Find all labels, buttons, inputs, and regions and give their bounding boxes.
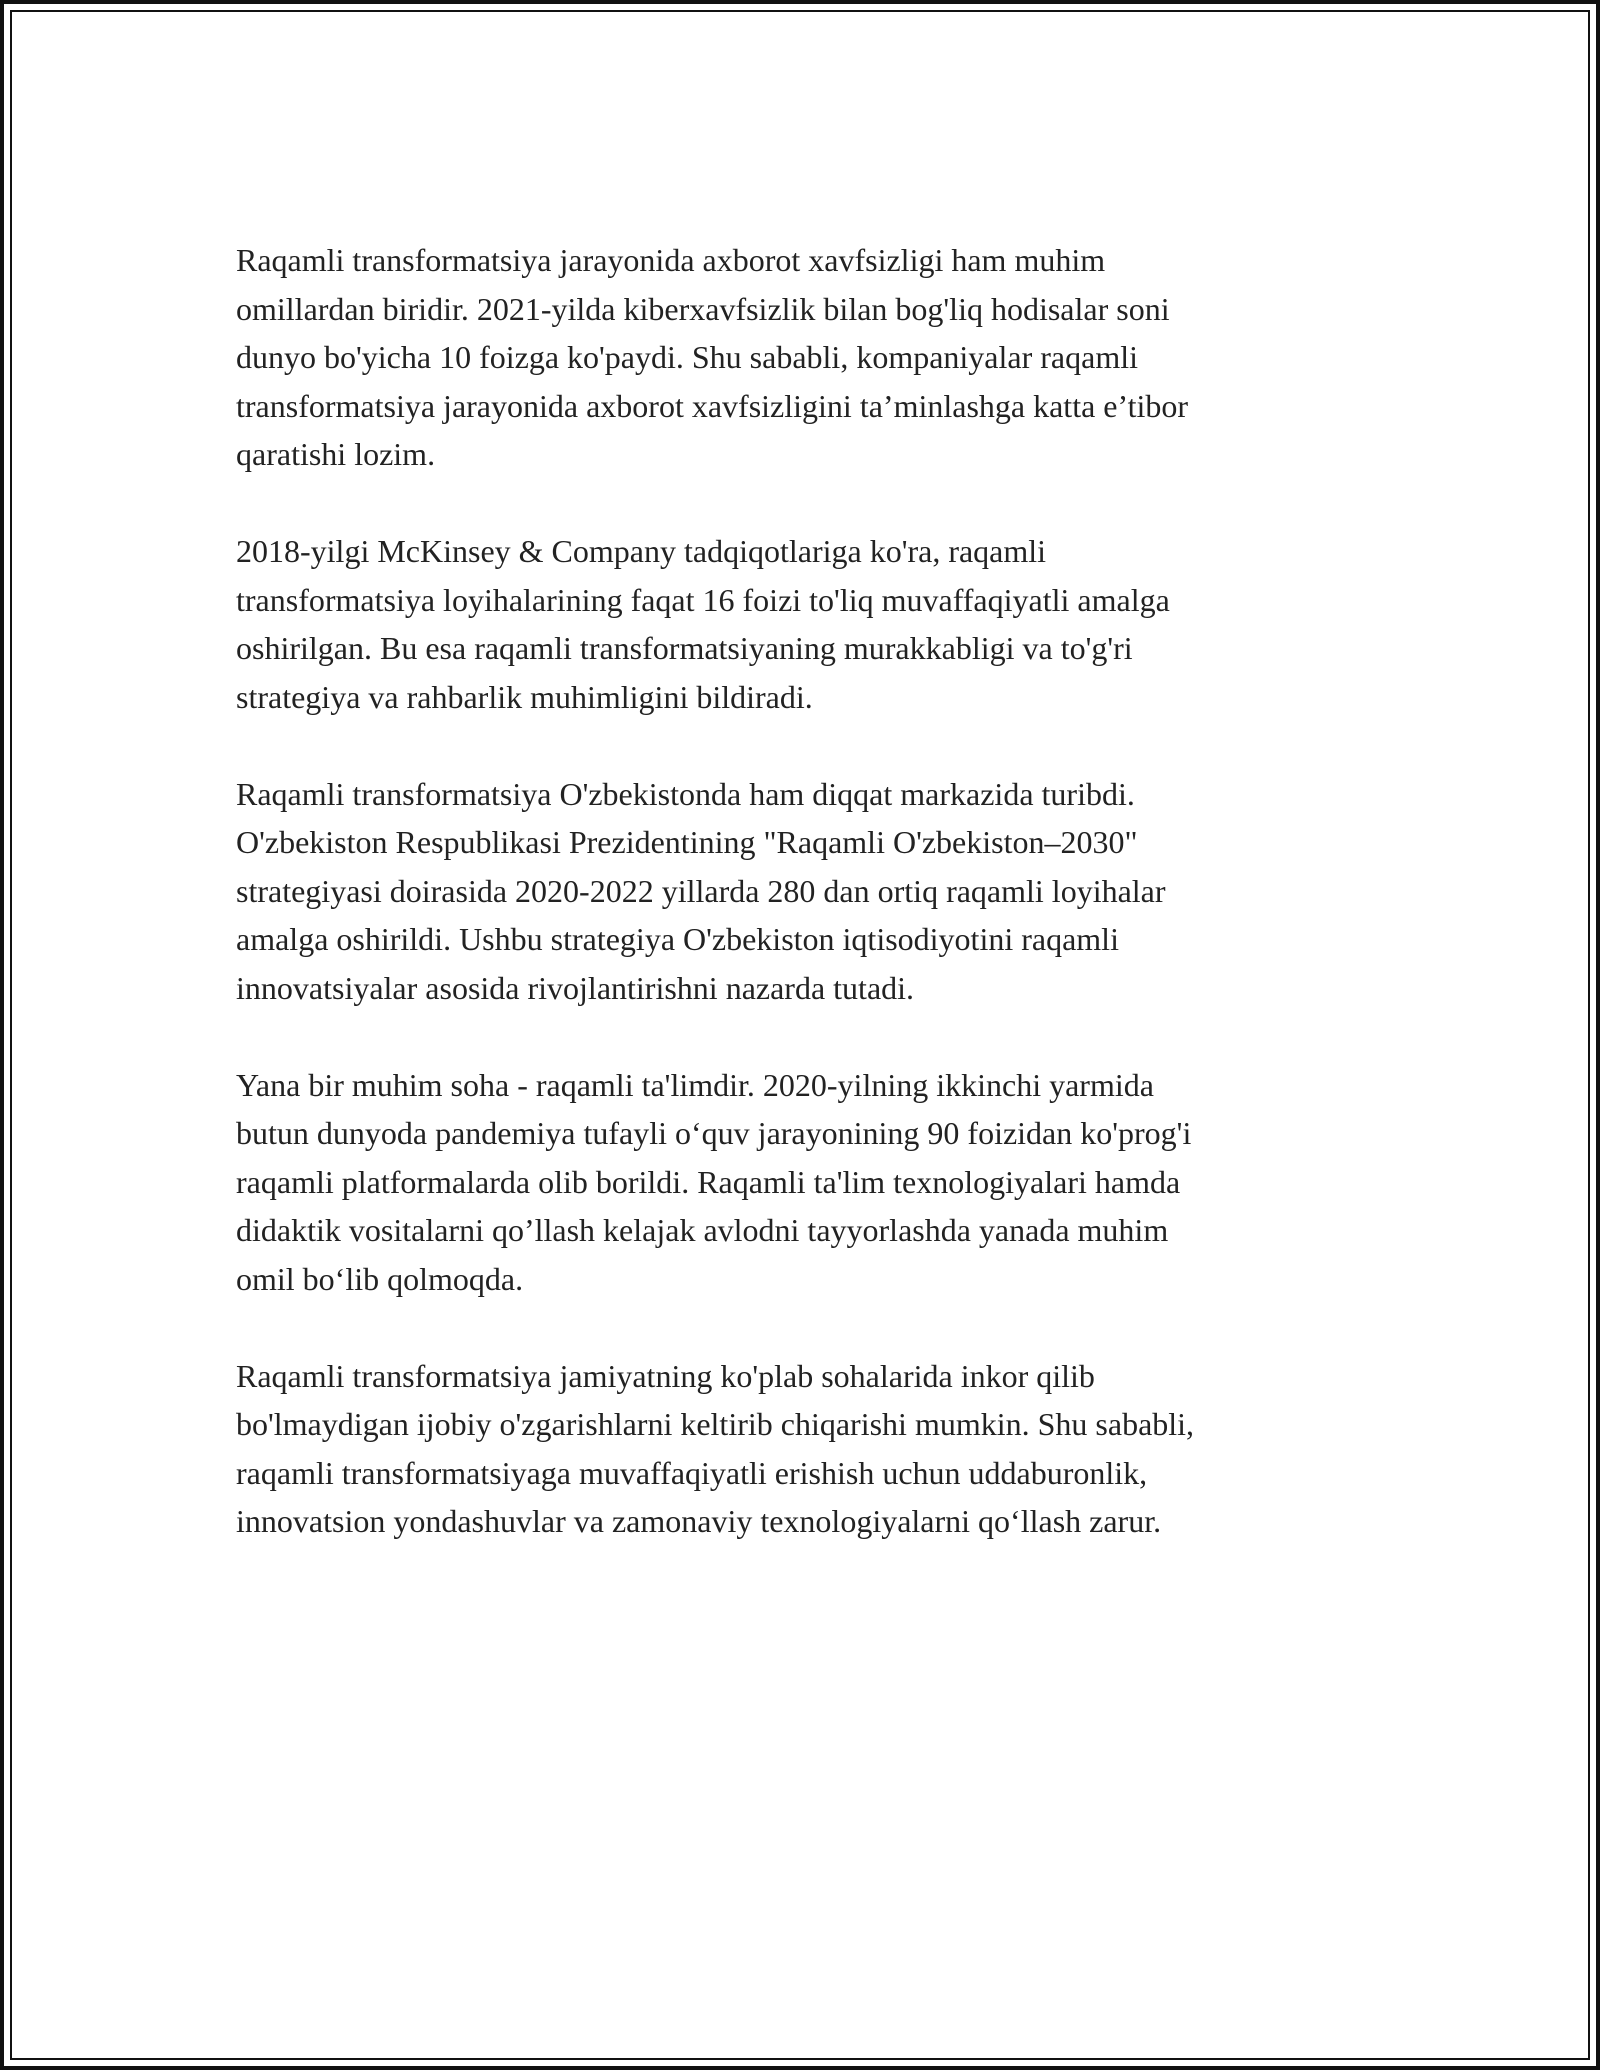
paragraph-digital-education: Yana bir muhim soha - raqamli ta'limdir. 2020-yilning ikkinchi yarmida butun dunyoda pandemiya tufayli o‘quv jarayonining 90 foizidan ko'prog'i raqamli platformalarda olib borildi. Raqamli ta'lim texnologiyalari hamda didaktik vositalarni qo’llash kelajak avlodni tayyorlashda yanada muhim omil bo‘lib qolmoqda. [236,1066,1192,1297]
paragraph-uzbekistan-strategy: Raqamli transformatsiya O'zbekistonda ham diqqat markazida turibdi. O'zbekiston Respublikasi Prezidentining "Raqamli O'zbekiston–2030" strategiyasi doirasida 2020-2022 yillarda 280 dan ortiq raqamli loyihalar amalga oshirildi. Ushbu strategiya O'zbekiston iqtisodiyotini raqamli innovatsiyalar asosida rivojlantirishni nazarda tutadi. [236,775,1166,1006]
document-body [236,236,1366,1594]
paragraph-conclusion: Raqamli transformatsiya jamiyatning ko'plab sohalarida inkor qilib bo'lmaydigan ijobiy o'zgarishlarni keltirib chiqarishi mumkin. Shu sababli, raqamli transformatsiyaga muvaffaqiyatli erishish uchun uddaburonlik, innovatsion yondashuvlar va zamonaviy texnologiyalarni qo‘llash zarur. [236,1357,1195,1539]
paragraph-mckinsey-study: 2018-yilgi McKinsey & Company tadqiqotlariga ko'ra, raqamli transformatsiya loyihalarining faqat 16 foizi to'liq muvaffaqiyatli amalga oshirilgan. Bu esa raqamli transformatsiyaning murakkabligi va to'g'ri strategiya va rahbarlik muhimligini bildiradi. [236,533,1170,715]
paragraph-information-security: Raqamli transformatsiya jarayonida axborot xavfsizligi ham muhim omillardan biridir. 2021-yilda kiberxavfsizlik bilan bog'liq hodisalar soni dunyo bo'yicha 10 foizga ko'paydi. Shu sababli, kompaniyalar raqamli transformatsiya jarayonida axborot xavfsizligini ta’minlashga katta e’tibor qaratishi lozim. [236,242,1188,472]
